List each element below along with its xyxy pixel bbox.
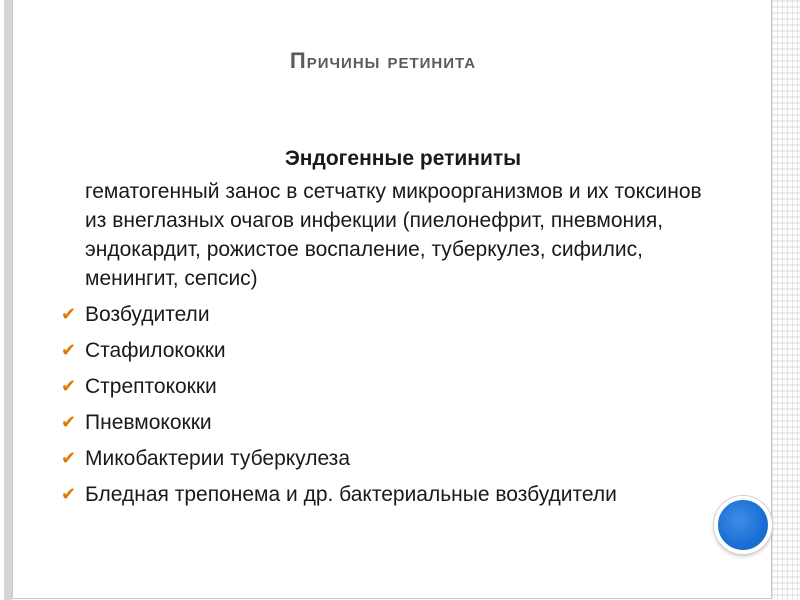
checkmark-icon: ✔ [61,484,77,504]
list-item-text: Микобактерии туберкулеза [85,447,350,470]
slide-content [61,144,721,516]
list-item-text: Стрептококки [85,375,217,398]
checkmark-icon: ✔ [61,304,77,324]
checkmark-icon: ✔ [61,340,77,360]
bullet-list [61,177,721,509]
right-decorative-strip [772,0,800,600]
stripe-pattern-vertical [772,0,800,600]
subheading: Эндогенные ретиниты [284,147,522,170]
list-item-text: Пневмококки [85,411,212,434]
list-item-text: Стафилококки [85,339,226,362]
slide-frame [12,0,772,599]
list-item [61,177,721,293]
checkmark-icon: ✔ [61,448,77,468]
left-border [4,0,12,600]
list-item [61,372,721,401]
list-item [61,480,721,509]
list-item [61,300,721,329]
list-item [61,408,721,437]
list-item-text: гематогенный занос в сетчатку микроорганизмов и их токсинов из внеглазных очагов инфекции (пиелонефрит, пневмония, эндокардит, рожистое воспаление, туберкулез, сифилис, менингит, сепсис) [85,180,702,290]
list-item [61,444,721,473]
list-item-text: Бледная трепонема и др. бактериальные возбудители [85,483,617,506]
checkmark-icon: ✔ [61,412,77,432]
checkmark-icon: ✔ [61,376,77,396]
slide-title: Причины ретинита [289,48,477,73]
list-item-text: Возбудители [85,303,210,326]
list-item [61,336,721,365]
blue-circle-decoration [714,496,772,554]
